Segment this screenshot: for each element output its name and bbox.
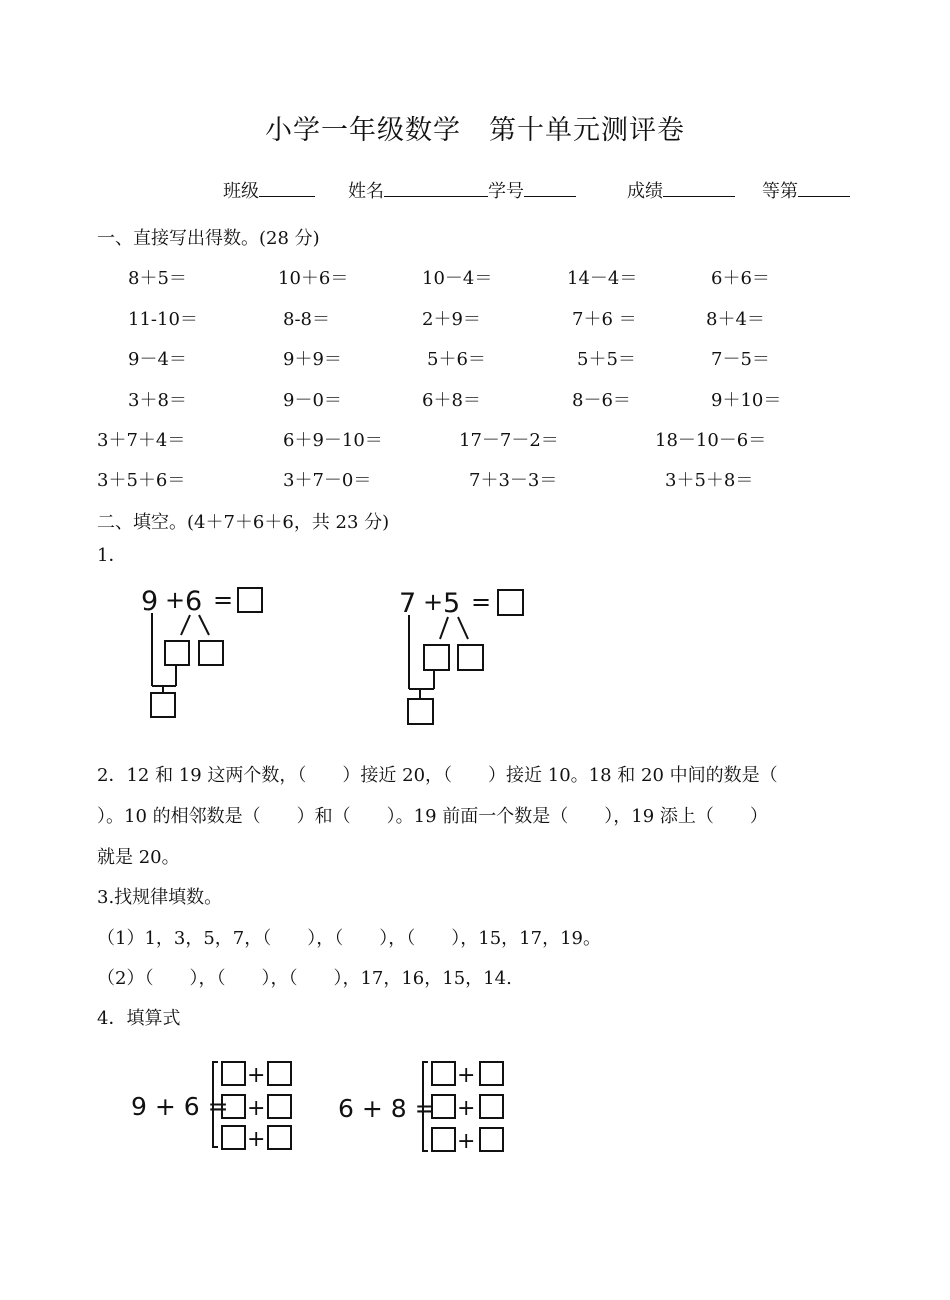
answer-box[interactable] <box>480 1095 503 1118</box>
answer-box[interactable] <box>424 645 449 670</box>
question-2-line: ）。10 的相邻数是（ ）和（ ）。19 前面一个数是（ ），19 添上（ ） <box>97 806 768 827</box>
name-label: 姓名 <box>348 181 384 202</box>
equation: 11-10＝ <box>128 309 198 330</box>
question-1-label: 1． <box>97 545 127 566</box>
answer-box[interactable] <box>408 699 433 724</box>
split-plus: + <box>457 1129 476 1154</box>
page-title: 小学一年级数学 第十单元测评卷 <box>265 115 685 146</box>
equation: 3＋5＋8＝ <box>665 470 754 491</box>
diagram-operand: 6 <box>185 586 203 617</box>
equation: 3＋7＋4＝ <box>97 430 186 451</box>
answer-box[interactable] <box>432 1128 455 1151</box>
diagram-right <box>399 588 523 724</box>
answer-box[interactable] <box>151 693 175 717</box>
addition-split-diagrams <box>0 1050 950 1160</box>
split-plus: + <box>247 1096 266 1121</box>
score-blank[interactable] <box>663 179 735 197</box>
name-blank[interactable] <box>384 179 488 197</box>
answer-box[interactable] <box>268 1062 291 1085</box>
grade-label: 等第 <box>762 181 798 202</box>
answer-box[interactable] <box>165 641 189 665</box>
equation: 9＋9＝ <box>283 349 342 370</box>
question-3-line: （1）1，3，5，7，（ ），（ ），（ ），15，17，19。 <box>97 928 601 949</box>
split-plus: + <box>247 1127 266 1152</box>
header-score <box>627 177 735 203</box>
equation: 10＋6＝ <box>278 268 349 289</box>
header-class <box>223 177 315 203</box>
question-2-line: 2．12 和 19 这两个数，（ ）接近 20，（ ）接近 10。18 和 20 中间的数是（ <box>97 765 778 786</box>
equation: 7＋3－3＝ <box>469 470 558 491</box>
diagram-equals: = <box>471 588 492 616</box>
equation: 8-8＝ <box>283 309 330 330</box>
answer-box[interactable] <box>480 1062 503 1085</box>
section2-heading: 二、填空。(4＋7＋6＋6，共 23 分) <box>97 512 390 533</box>
number-label: 学号 <box>488 181 524 202</box>
equation: 5＋5＝ <box>577 349 636 370</box>
answer-box[interactable] <box>458 645 483 670</box>
header-name <box>348 177 576 203</box>
equation: 6＋8＝ <box>422 390 481 411</box>
equation: 7－5＝ <box>711 349 770 370</box>
diagram-left <box>141 586 262 717</box>
equation: 9－4＝ <box>128 349 187 370</box>
answer-box[interactable] <box>480 1128 503 1151</box>
equation: 8＋4＝ <box>706 309 765 330</box>
diagram-operator: + <box>165 586 186 614</box>
class-label: 班级 <box>223 181 259 202</box>
equation: 3＋8＝ <box>128 390 187 411</box>
equation: 14－4＝ <box>567 268 638 289</box>
diagram-operand: 7 <box>399 588 417 619</box>
split-group-left <box>131 1062 291 1152</box>
split-expression: 6 + 8 = <box>338 1094 436 1123</box>
diagram-operand: 9 <box>141 586 159 617</box>
class-blank[interactable] <box>259 179 315 197</box>
equation: 3＋5＋6＝ <box>97 470 186 491</box>
score-label: 成绩 <box>627 181 663 202</box>
diagram-equals: = <box>213 586 234 614</box>
equation: 17－7－2＝ <box>459 430 559 451</box>
split-plus: + <box>457 1096 476 1121</box>
equation: 8－6＝ <box>572 390 631 411</box>
equation: 8＋5＝ <box>128 268 187 289</box>
answer-box[interactable] <box>238 588 262 612</box>
answer-box[interactable] <box>222 1126 245 1149</box>
header-grade <box>762 177 850 203</box>
split-plus: + <box>247 1063 266 1088</box>
split-group-right <box>338 1062 503 1154</box>
question-3-line: （2）（ ），（ ），（ ），17，16，15，14. <box>97 968 512 989</box>
equation: 6＋9－10＝ <box>283 430 383 451</box>
number-blank[interactable] <box>524 179 576 197</box>
answer-box[interactable] <box>268 1095 291 1118</box>
diagram-operand: 5 <box>443 588 461 619</box>
answer-box[interactable] <box>268 1126 291 1149</box>
answer-box[interactable] <box>222 1062 245 1085</box>
split-plus: + <box>457 1063 476 1088</box>
equation: 6＋6＝ <box>711 268 770 289</box>
equation: 10－4＝ <box>422 268 493 289</box>
equation: 7＋6 ＝ <box>572 309 637 330</box>
equation: 18－10－6＝ <box>655 430 767 451</box>
decomposition-diagrams <box>0 575 950 735</box>
question-4-heading: 4．填算式 <box>97 1008 181 1029</box>
diagram-operator: + <box>423 588 444 616</box>
equation: 2＋9＝ <box>422 309 481 330</box>
equation: 9－0＝ <box>283 390 342 411</box>
section1-heading: 一、直接写出得数。(28 分) <box>97 228 320 249</box>
grade-blank[interactable] <box>798 179 850 197</box>
question-3-heading: 3.找规律填数。 <box>97 887 223 908</box>
answer-box[interactable] <box>498 590 523 615</box>
question-2-line: 就是 20。 <box>97 847 180 868</box>
equation: 3＋7－0＝ <box>283 470 372 491</box>
answer-box[interactable] <box>199 641 223 665</box>
equation: 9＋10＝ <box>711 390 782 411</box>
answer-box[interactable] <box>432 1062 455 1085</box>
split-expression: 9 + 6 = <box>131 1092 229 1121</box>
equation: 5＋6＝ <box>427 349 486 370</box>
